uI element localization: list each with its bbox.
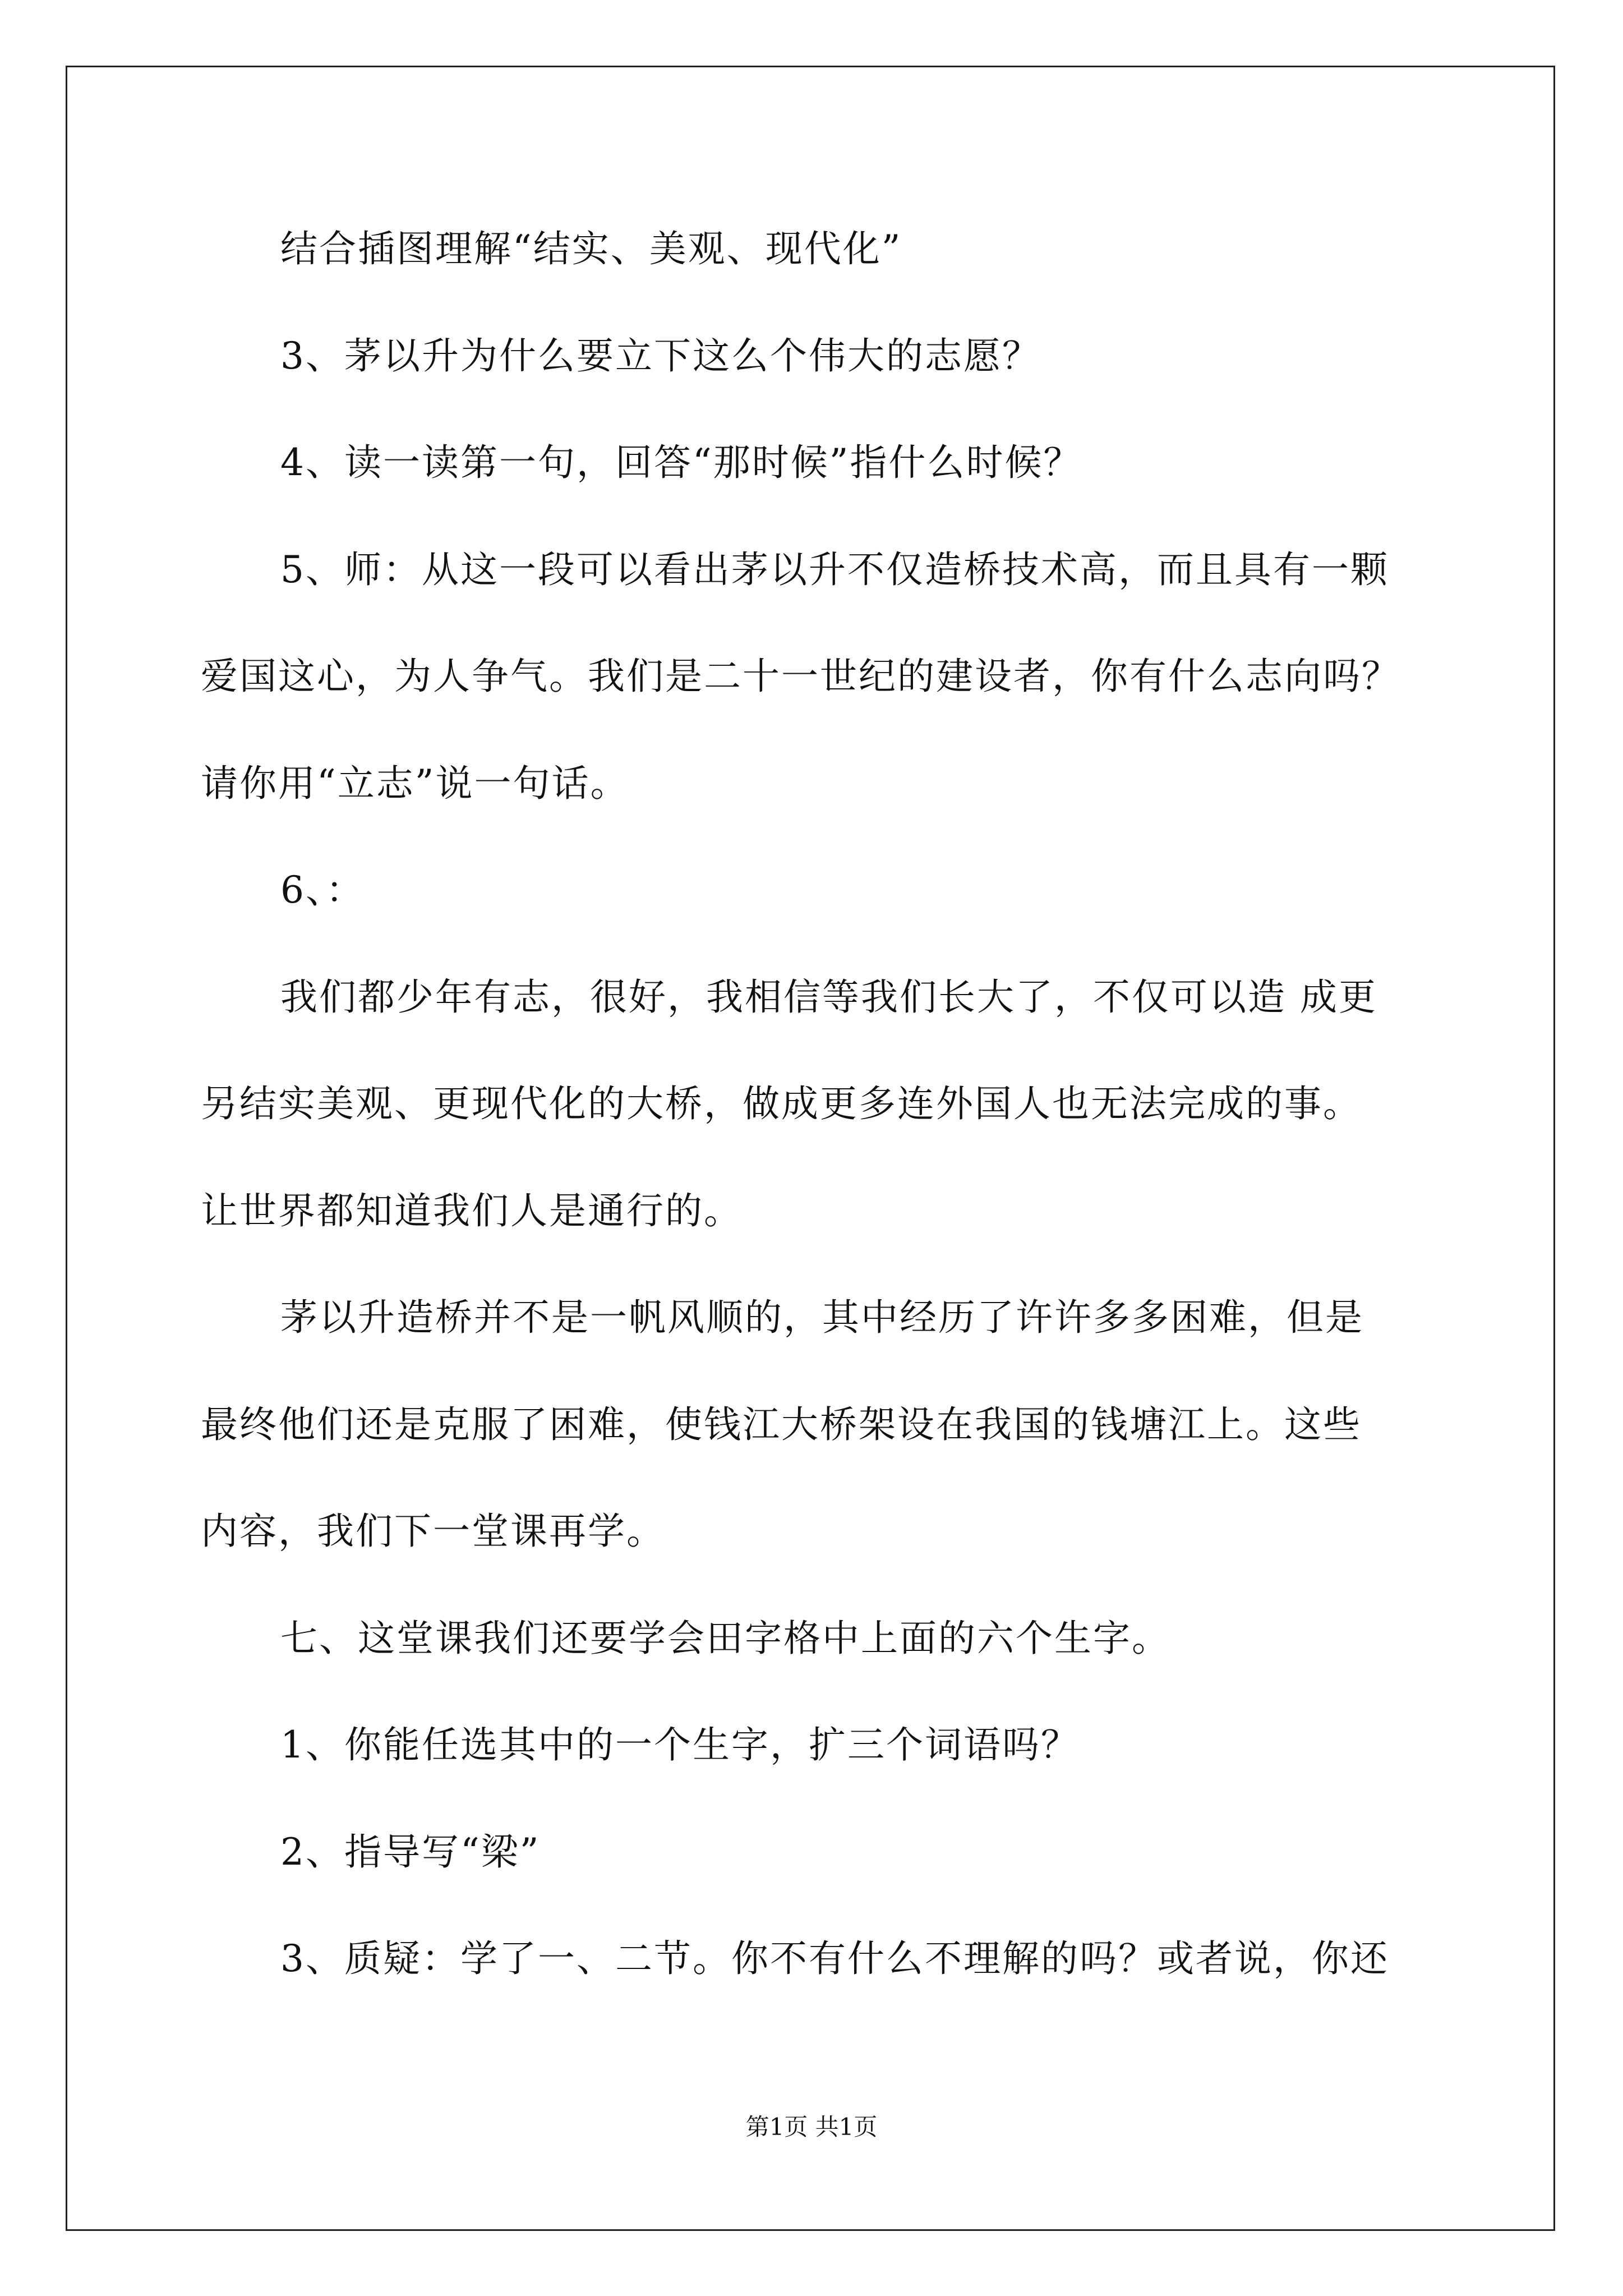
text-line-11: 茅以升造桥并不是一帆风顺的，其中经历了许许多多困难，但是 [280,1296,1364,1339]
text-line-13: 内容，我们下一堂课再学。 [201,1510,665,1553]
text-line-4: 5、师：从这一段可以看出茅以升不仅造桥技术高，而且具有一颗 [280,548,1389,591]
text-line-6: 请你用“立志”说一句话。 [201,762,629,805]
text-line-5: 爱国这心，为人争气。我们是二十一世纪的建设者，你有什么志向吗？ [201,655,1400,698]
text-line-10: 让世界都知道我们人是通行的。 [201,1189,743,1232]
text-line-7: 6、： [280,868,365,912]
text-line-8: 我们都少年有志，很好，我相信等我们长大了，不仅可以造 成更 [280,976,1377,1019]
text-line-14: 七、这堂课我们还要学会田字格中上面的六个生字。 [280,1617,1170,1660]
text-line-1: 结合插图理解“结实、美观、现代化” [280,227,902,270]
text-line-15: 1、你能任选其中的一个生字，扩三个词语吗？ [280,1723,1080,1766]
text-line-12: 最终他们还是克服了困难，使钱江大桥架设在我国的钱塘江上。这些 [201,1403,1362,1446]
text-line-9: 另结实美观、更现代化的大桥，做成更多连外国人也无法完成的事。 [201,1082,1362,1125]
text-line-16: 2、指导写“梁” [280,1830,541,1874]
page-border [66,66,1555,2231]
text-line-3: 4、读一读第一句，回答“那时候”指什么时候？ [280,441,1082,484]
text-line-2: 3、茅以升为什么要立下这么个伟大的志愿？ [280,334,1041,378]
text-line-17: 3、质疑：学了一、二节。你不有什么不理解的吗？或者说，你还 [280,1937,1389,1980]
page-footer: 第1页 共1页 [745,2113,878,2141]
